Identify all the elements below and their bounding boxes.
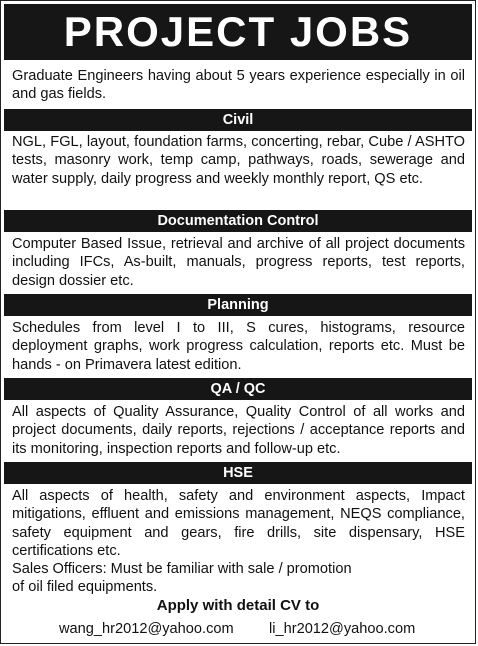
section-heading-label: Planning [207, 297, 269, 313]
apply-instruction: Apply with detail CV to [156, 597, 320, 614]
intro-text: Graduate Engineers having about 5 years experience especially in oil and gas fields. [12, 68, 465, 103]
section-heading-qa-qc [4, 378, 472, 400]
title-banner [4, 4, 472, 60]
section-text-hse: All aspects of health, safety and environment aspects, Impact mitigations, effluent and emissions management, NEQS compliance, safety equipment and gears, fire drills, site dispensary, HSE certifications etc. [12, 488, 465, 560]
section-text-qa-qc: All aspects of Quality Assurance, Quality Control of all works and project documents, daily reports, rejections / acceptance reports and its monitoring, inspection reports and follow-up etc. [12, 404, 465, 457]
section-text-planning: Schedules from level I to III, S cures, histograms, resource deployment graphs, work progress calculation, reports etc. Must be hands - on Primavera latest edition. [12, 320, 465, 373]
section-heading-label: HSE [223, 465, 253, 481]
sales-note: Sales Officers: Must be familiar with sale / promotion of oil filed equipments. [12, 561, 352, 596]
section-heading-label: QA / QC [210, 381, 266, 397]
email-link-li[interactable]: li_hr2012@yahoo.com [269, 621, 416, 637]
section-heading-documentation-control [4, 210, 472, 232]
section-heading-hse [4, 462, 472, 484]
section-heading-civil [4, 109, 472, 131]
page-title: PROJECT JOBS [63, 8, 413, 55]
section-heading-planning [4, 294, 472, 316]
section-text-documentation-control: Computer Based Issue, retrieval and archive of all project documents including IFCs, As-built, manuals, progress reports, test reports, design dossier etc. [12, 236, 465, 289]
section-heading-label: Civil [222, 112, 254, 128]
section-heading-label: Documentation Control [157, 213, 319, 229]
section-text-civil: NGL, FGL, layout, foundation farms, concerting, rebar, Cube / ASHTO tests, masonry work, temp camp, pathways, roads, sewerage and water supply, daily progress and weekly monthly report, QS etc. [12, 134, 465, 187]
email-link-wang[interactable]: wang_hr2012@yahoo.com [59, 621, 234, 637]
